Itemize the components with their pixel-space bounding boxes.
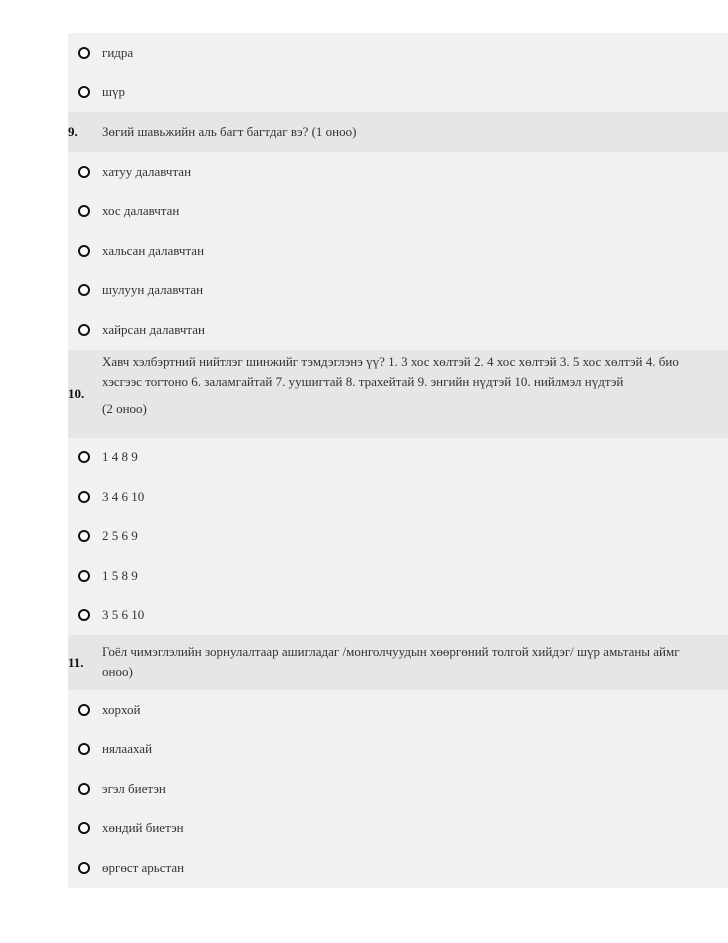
answer-option[interactable]: [68, 517, 728, 557]
option-label: 1 4 8 9: [102, 449, 138, 465]
answer-option[interactable]: [68, 192, 728, 232]
question-text-line: оноо): [102, 664, 133, 679]
radio-button[interactable]: [78, 862, 90, 874]
answer-option[interactable]: [68, 33, 728, 73]
question-text-line: Хавч хэлбэртний нийтлэг шинжийг тэмдэглэнэ үү? 1. 3 хос хөлтэй 2. 4 хос хөлтэй 3. 5 хос хөлтэй 4. био: [102, 353, 679, 369]
radio-button[interactable]: [78, 704, 90, 716]
radio-button[interactable]: [78, 324, 90, 336]
radio-button[interactable]: [78, 166, 90, 178]
radio-button[interactable]: [78, 743, 90, 755]
answer-option[interactable]: [68, 438, 728, 478]
radio-button[interactable]: [78, 245, 90, 257]
question-points: (2 оноо): [102, 400, 147, 416]
answer-option[interactable]: [68, 556, 728, 596]
radio-button[interactable]: [78, 570, 90, 582]
option-label: 1 5 8 9: [102, 567, 138, 583]
question-number: 10.: [68, 385, 85, 401]
answer-option[interactable]: [68, 596, 728, 636]
question-text-line: хэсгээс тогтоно 6. заламгайтай 7. уушигтай 8. трахейтай 9. энгийн нүдтэй 10. нийлмэл нүдтэй: [102, 373, 624, 389]
radio-button[interactable]: [78, 86, 90, 98]
question-text: [102, 642, 728, 682]
radio-button[interactable]: [78, 284, 90, 296]
option-label: шулуун далавчтан: [102, 282, 204, 298]
option-label: гидра: [102, 44, 134, 60]
option-label: хайрсан далавчтан: [102, 321, 205, 337]
answer-option[interactable]: [68, 690, 728, 730]
radio-button[interactable]: [78, 822, 90, 834]
option-label: 3 5 6 10: [102, 607, 145, 623]
radio-button[interactable]: [78, 783, 90, 795]
option-label: өргөст арьстан: [102, 859, 185, 875]
answer-option[interactable]: [68, 73, 728, 113]
answer-option[interactable]: [68, 848, 728, 888]
option-label: хальсан далавчтан: [102, 242, 205, 258]
option-label: хос далавчтан: [102, 203, 180, 219]
option-label: эгэл биетэн: [102, 780, 166, 796]
answer-option[interactable]: [68, 152, 728, 192]
radio-button[interactable]: [78, 530, 90, 542]
option-label: хөндий биетэн: [102, 820, 184, 836]
radio-button[interactable]: [78, 491, 90, 503]
answer-option[interactable]: [68, 730, 728, 770]
question-number: 11.: [68, 654, 84, 670]
answer-option[interactable]: [68, 310, 728, 350]
answer-option[interactable]: [68, 809, 728, 849]
option-label: шүр: [102, 84, 126, 100]
answer-option[interactable]: [68, 271, 728, 311]
question-9: [68, 112, 728, 152]
answer-option[interactable]: [68, 231, 728, 271]
answer-option[interactable]: [68, 769, 728, 809]
option-label: хатуу далавчтан: [102, 163, 192, 179]
question-11: [68, 635, 728, 690]
question-text: [102, 352, 728, 392]
radio-button[interactable]: [78, 47, 90, 59]
quiz-sheet: [68, 33, 728, 888]
option-label: 2 5 6 9: [102, 528, 138, 544]
radio-button[interactable]: [78, 205, 90, 217]
option-label: хорхой: [102, 701, 141, 717]
question-number: 9.: [68, 124, 78, 139]
option-label: 3 4 6 10: [102, 488, 145, 504]
question-text: Зөгий шавьжийн аль багт багтдаг вэ? (1 оноо): [102, 124, 357, 139]
answer-option[interactable]: [68, 477, 728, 517]
question-10: [68, 350, 728, 438]
question-text-line: Гоёл чимэглэлийн зорнулалтаар ашигладаг /монголчуудын хөөргөний толгой хийдэг/ шүр амьтаны аймг: [102, 644, 680, 659]
option-label: нялаахай: [102, 741, 153, 757]
radio-button[interactable]: [78, 609, 90, 621]
radio-button[interactable]: [78, 451, 90, 463]
